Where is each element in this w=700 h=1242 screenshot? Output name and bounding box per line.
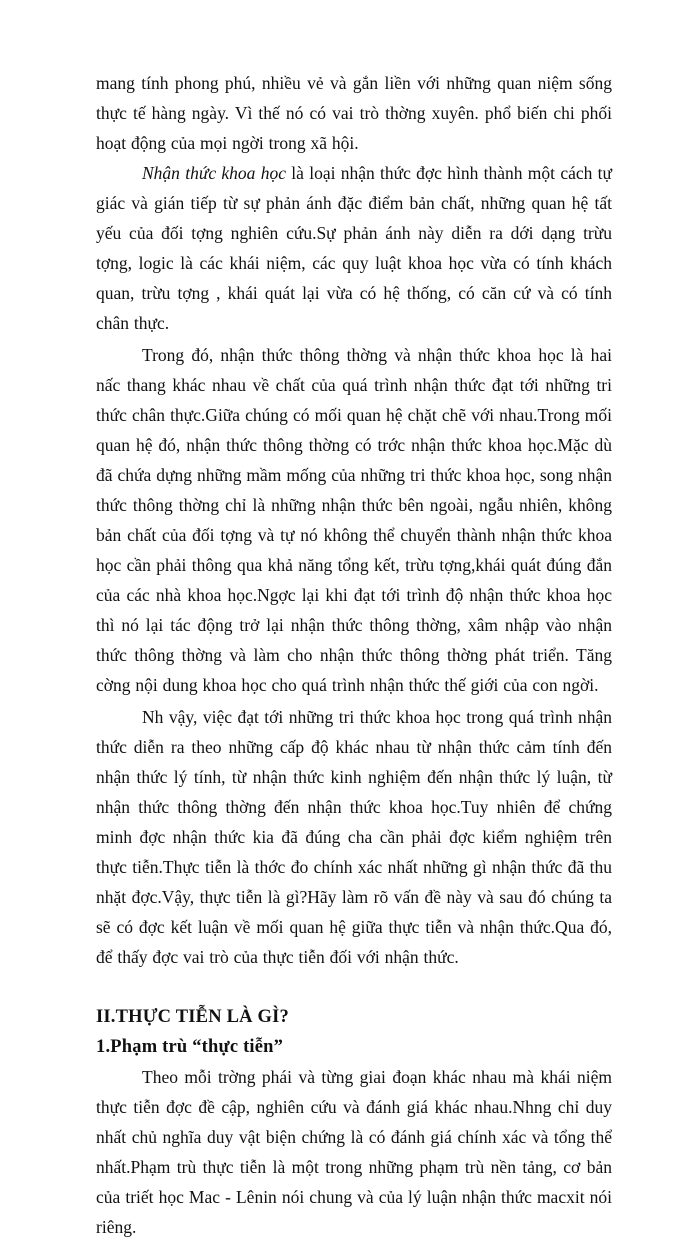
subsection-heading: 1.Phạm trù “thực tiễn”: [96, 1037, 284, 1057]
term-scientific-knowledge: Nhận thức khoa học: [142, 163, 286, 183]
document-body: [96, 68, 612, 1242]
section-heading: II.THỰC TIỄN LÀ GÌ?: [96, 1007, 289, 1027]
paragraph-practice-concept: Theo mỗi trờng phái và từng giai đoạn khác nhau mà khái niệm thực tiễn đợc đề cập, nghiên cứu và đánh giá khác nhau.Nhng chỉ duy nhất chủ nghĩa duy vật biện chứng là có đánh giá chính xác và tổng thể nhất.Phạm trù thực tiễn là một trong những phạm trù nền tảng, cơ bản của triết học Mac - Lênin nói chung và của lý luận nhận thức macxit nói riêng.: [96, 1067, 612, 1237]
paragraph-scientific-knowledge-text: là loại nhận thức đợc hình thành một cách tự giác và gián tiếp từ sự phản ánh đặc điểm bản chất, những quan hệ tất yếu của đối tợng nghiên cứu.Sự phản ánh này diễn ra dới dạng trừu tợng, logic là các khái niệm, các quy luật khoa học vừa có tính khách quan, trừu tợng , khái quát lại vừa có hệ thống, có căn cứ và có tính chân thực.: [96, 163, 612, 333]
paragraph-summary: Nh vậy, việc đạt tới những tri thức khoa học trong quá trình nhận thức diễn ra theo những cấp độ khác nhau từ nhận thức cảm tính đến nhận thức lý tính, từ nhận thức kinh nghiệm đến nhận thức lý luận, từ nhận thức thông thờng đến nhận thức khoa học.Tuy nhiên để chứng minh đợc nhận thức kia đã đúng cha cần phải đợc kiểm nghiệm trên thực tiễn.Thực tiễn là thớc đo chính xác nhất những gì nhận thức đã thu nhặt đợc.Vậy, thực tiễn là gì?Hãy làm rõ vấn đề này và sau đó chúng ta sẽ có đợc kết luận về mối quan hệ giữa thực tiễn và nhận thức.Qua đó, để thấy đợc vai trò của thực tiễn đối với nhận thức.: [96, 707, 612, 967]
paragraph-continued: mang tính phong phú, nhiều vẻ và gắn liền với những quan niệm sống thực tế hàng ngày. Vì thế nó có vai trò thờng xuyên. phổ biến chi phối hoạt động của mọi ngời trong xã hội.: [96, 73, 612, 153]
paragraph-relationship: Trong đó, nhận thức thông thờng và nhận thức khoa học là hai nấc thang khác nhau về chất của quá trình nhận thức đạt tới những tri thức chân thực.Giữa chúng có mối quan hệ chặt chẽ với nhau.Trong mối quan hệ đó, nhận thức thông thờng có trớc nhận thức khoa học.Mặc dù đã chứa dựng những mầm mống của những tri thức khoa học, song nhận thức thông thờng chỉ là những nhận thức bên ngoài, ngẫu nhiên, không bản chất của đối tợng và tự nó không thể chuyển thành nhận thức khoa học cần phải thông qua khả năng tổng kết, trừu tợng,khái quát đúng đắn của các nhà khoa học.Ngợc lại khi đạt tới trình độ nhận thức khoa học thì nó lại tác động trở lại nhận thức thông thờng, xâm nhập vào nhận thức thông thờng và làm cho nhận thức thông thờng phát triển. Tăng cờng nội dung khoa học cho quá trình nhận thức thế giới của con ngời.: [96, 345, 612, 695]
paragraph-scientific-knowledge: [96, 158, 612, 338]
